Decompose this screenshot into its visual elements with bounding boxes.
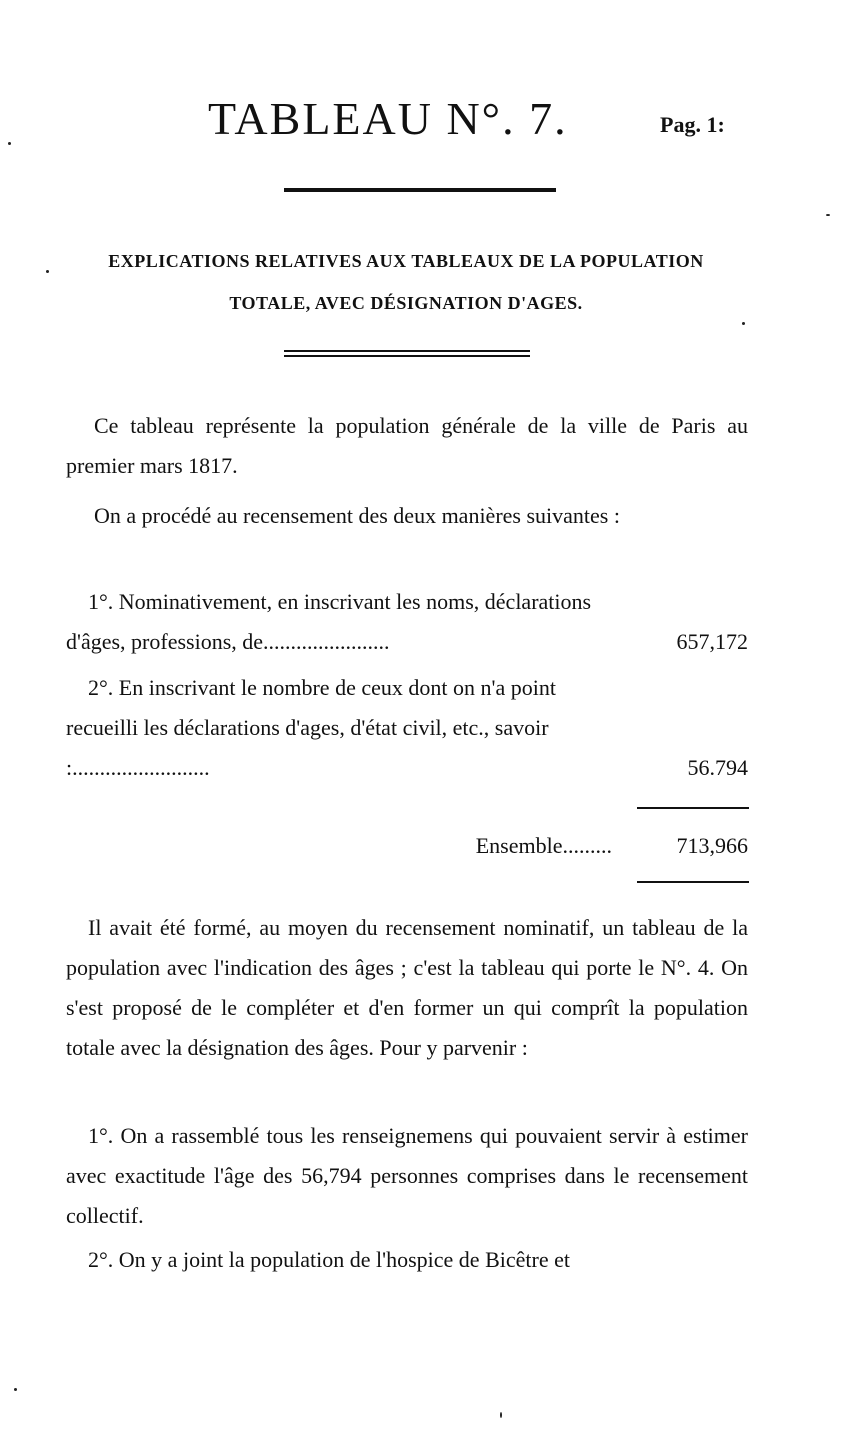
section-heading-line-1: EXPLICATIONS RELATIVES AUX TABLEAUX DE LA POPULATION (108, 251, 704, 271)
count-item-nominative (66, 582, 748, 662)
paragraph-formation: Il avait été formé, au moyen du recensement nominatif, un tableau de la population avec l'indication des âges ; c'est la tableau qui porte le N°. 4. On s'est proposé de le compléter et d'en former un qui comprît la population totale avec la désignation des âges. Pour y parvenir : (66, 915, 748, 1060)
total-label: Ensemble......... (475, 833, 612, 858)
scan-speck (826, 214, 830, 216)
paragraph-step-2: 2°. On y a joint la population de l'hospice de Bicêtre et (88, 1247, 570, 1272)
count-item-text: 2°. En inscrivant le nombre de ceux dont on n'a point recueilli les déclarations d'ages, d'état civil, etc., savoir :......................... (66, 675, 556, 780)
scan-speck (46, 270, 49, 273)
count-item-collective (66, 668, 748, 788)
sum-rule-bottom (637, 881, 749, 883)
scan-speck (500, 1412, 502, 1418)
paragraph-intro: Ce tableau représente la population générale de la ville de Paris au premier mars 1817. (66, 413, 748, 478)
scan-speck (742, 322, 745, 325)
section-heading-line-2: TOTALE, AVEC DÉSIGNATION D'AGES. (229, 293, 583, 313)
count-item-text: 1°. Nominativement, en inscrivant les noms, déclarations d'âges, professions, de....................... (66, 589, 592, 654)
page-title: TABLEAU N°. 7. (208, 93, 568, 144)
paragraph-methods: On a procédé au recensement des deux manières suivantes : (94, 503, 620, 528)
paragraph-step-1: 1°. On a rassemblé tous les renseignemens qui pouvaient servir à estimer avec exactitude l'âge des 56,794 personnes comprises dans le recensement collectif. (66, 1123, 748, 1228)
count-item-amount: 657,172 (676, 629, 748, 654)
sum-rule-top (637, 807, 749, 809)
page-number: Pag. 1: (660, 112, 725, 137)
count-item-amount: 56.794 (687, 755, 748, 780)
section-heading (66, 240, 746, 324)
scan-speck (8, 142, 11, 145)
title-rule (284, 188, 556, 192)
document-page: TABLEAU N°. 7. Pag. 1: EXPLICATIONS RELATIVES AUX TABLEAUX DE LA POPULATION TOTALE, AVEC DÉSIGNATION D'AGES. Ce tableau représente la population générale de la ville de Paris au premier mars 1817. On a procédé au recensement des deux manières suivantes : 1°. Nominativement, en inscrivant les noms, déclarations d'âges, professions, de....................... 657,172 2°. En inscrivant le nombre de ceux dont on n'a point recueilli les déclarations d'ages, d'état civil, etc., savoir :......................... 56.794 Ensemble......... 713,966 Il avait été formé, au moyen du recensement nominatif, un tableau de la population avec l'indication des âges ; c'est la tableau qui porte le N°. 4. On s'est proposé de le compléter et d'en former un qui comprît la population totale avec la désignation des âges. Pour y parvenir : 1°. On a rassemblé tous les renseignemens qui pouvaient servir à estimer avec exactitude l'âge des 56,794 personnes comprises dans le recensement collectif. 2°. On y a joint la population de l'hospice de Bicêtre et (0, 0, 850, 1456)
scan-speck (14, 1388, 17, 1391)
heading-double-rule (284, 350, 530, 357)
